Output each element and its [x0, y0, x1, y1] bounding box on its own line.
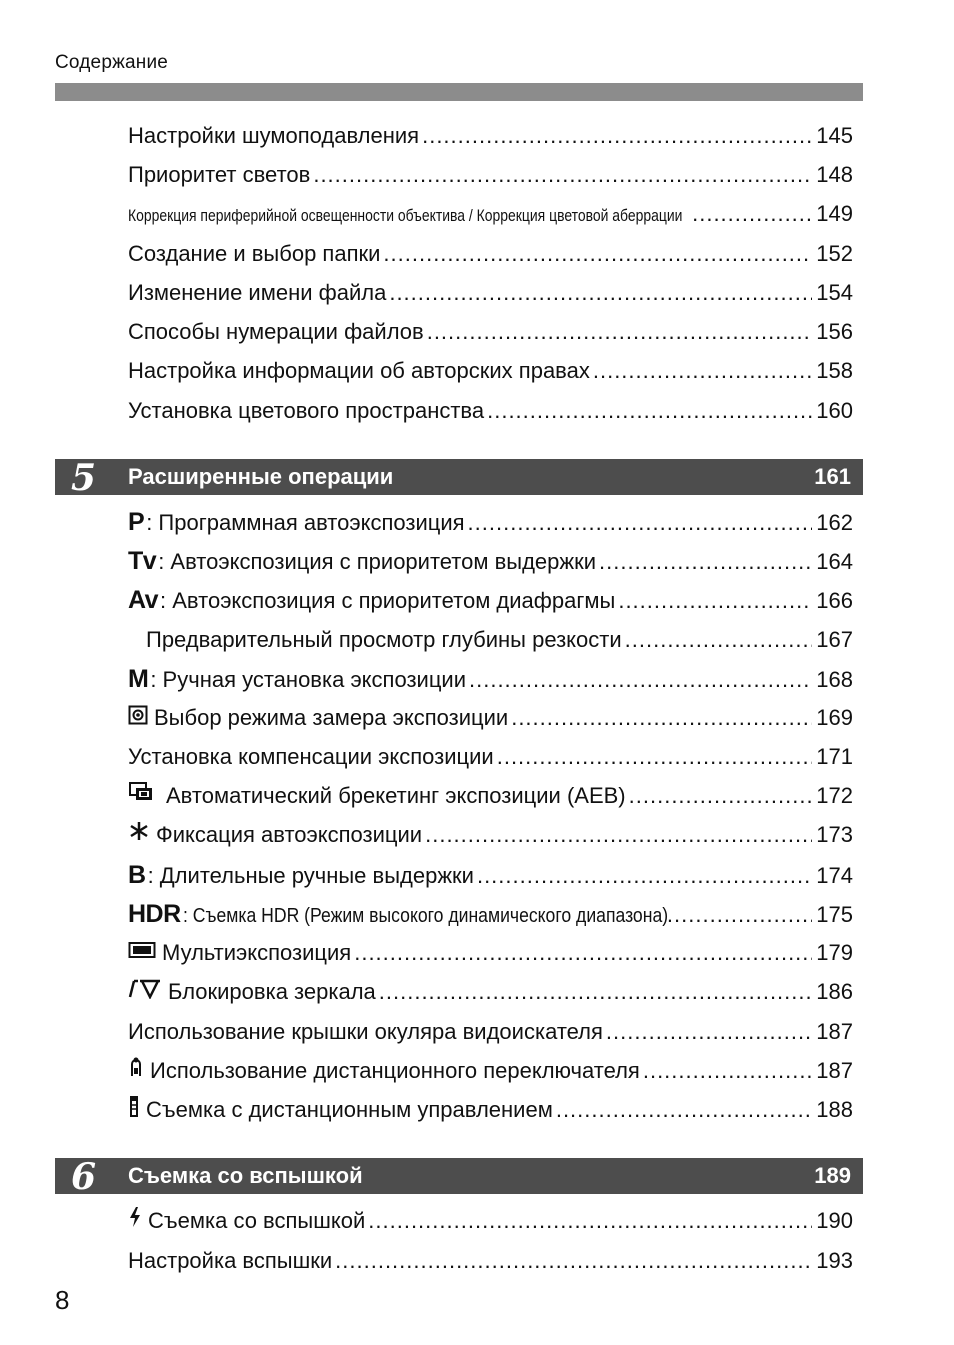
- leader-dots: [511, 701, 812, 735]
- toc-entry-title: Настройки шумоподавления: [128, 123, 420, 148]
- toc-entry[interactable]: [128, 354, 853, 388]
- leader-dots: [335, 1244, 812, 1278]
- toc-entry-page: 166: [816, 588, 853, 613]
- toc-entry-page: 169: [816, 705, 853, 730]
- toc-entry-page: 187: [816, 1058, 853, 1083]
- leader-dots: [383, 237, 812, 271]
- toc-entry-page: 156: [816, 319, 853, 344]
- toc-entry-title: : Длительные ручные выдержки: [147, 863, 474, 888]
- leader-dots: [487, 394, 812, 428]
- toc-entry-page: 193: [816, 1248, 853, 1273]
- toc-entry-page: 154: [816, 280, 853, 305]
- toc-entry-title: : Ручная установка экспозиции: [150, 667, 466, 692]
- toc-entry-page: 164: [816, 549, 853, 574]
- toc-entry-page: 145: [816, 123, 853, 148]
- mode-label: B: [128, 861, 146, 889]
- toc-entry[interactable]: [128, 583, 853, 617]
- leader-dots: [593, 354, 812, 388]
- section-number: 5: [71, 457, 97, 499]
- toc-entry-title: Создание и выбор папки: [128, 241, 381, 266]
- toc-entry-title: Съемка с дистанционным управлением: [146, 1097, 553, 1122]
- toc-entry[interactable]: [128, 701, 853, 735]
- toc-entry-page: 186: [816, 979, 853, 1004]
- leader-dots: [497, 740, 813, 774]
- section-title: Съемка со вспышкой: [128, 1163, 363, 1188]
- toc-entry-page: 162: [816, 510, 853, 535]
- toc-entry[interactable]: [128, 779, 853, 813]
- toc-entry-title: : Автоэкспозиция с приоритетом диафрагмы: [160, 588, 616, 613]
- multi-exposure-icon: [128, 936, 156, 970]
- toc-entry-page: 188: [816, 1097, 853, 1122]
- leader-dots: [599, 545, 812, 579]
- toc-entry-page: 174: [816, 863, 853, 888]
- toc-entry-page: 179: [816, 940, 853, 965]
- toc-entry[interactable]: [128, 1054, 853, 1088]
- toc-entry-page: 168: [816, 667, 853, 692]
- leader-dots: [427, 315, 813, 349]
- toc-entry[interactable]: [128, 505, 853, 539]
- section-header-6[interactable]: [55, 1156, 863, 1198]
- leader-dots: [379, 975, 813, 1009]
- toc-entry-title: Настройка информации об авторских правах: [128, 358, 590, 383]
- toc-entry-title: Установка цветового пространства: [128, 398, 485, 423]
- toc-entry[interactable]: [128, 858, 853, 892]
- toc-entry[interactable]: [128, 1015, 853, 1049]
- leader-dots: [368, 1204, 812, 1238]
- leader-dots: [468, 506, 813, 540]
- toc-entry-title: Настройка вспышки: [128, 1248, 333, 1273]
- leader-dots: [692, 197, 812, 231]
- toc-entry[interactable]: [128, 662, 853, 696]
- toc-entry[interactable]: [128, 897, 853, 931]
- toc-entry-title: Изменение имени файла: [128, 280, 387, 305]
- mode-label: Av: [128, 586, 159, 614]
- toc-entry-title: Предварительный просмотр глубины резкости: [146, 627, 622, 652]
- toc-entry[interactable]: [128, 276, 853, 310]
- flash-icon: [128, 1204, 142, 1238]
- section-page: 189: [814, 1163, 851, 1188]
- toc-entry[interactable]: [128, 740, 853, 774]
- mode-label: M: [128, 665, 149, 693]
- remote-switch-icon: [128, 1054, 144, 1088]
- mode-label: Tv: [128, 547, 157, 575]
- toc-entry-title: : Съемка HDR (Режим высокого динамического диапазона): [182, 905, 668, 927]
- leader-dots: [313, 158, 812, 192]
- remote-control-icon: [128, 1093, 140, 1127]
- toc-entry-title: Выбор режима замера экспозиции: [154, 705, 509, 730]
- toc-entry-page: 190: [816, 1208, 853, 1233]
- toc-entry[interactable]: [128, 197, 853, 231]
- aeb-icon: [128, 779, 160, 813]
- leader-dots: [629, 779, 813, 813]
- toc-entry-title: Использование крышки окуляра видоискателя: [128, 1019, 603, 1044]
- leader-dots: [556, 1093, 812, 1127]
- section-number: 6: [71, 1156, 97, 1198]
- toc-entry[interactable]: [128, 158, 853, 192]
- section-page: 161: [814, 464, 851, 489]
- toc-entry-page: 160: [816, 398, 853, 423]
- toc-entry-page: 152: [816, 241, 853, 266]
- toc-entry-page: 173: [816, 822, 853, 847]
- leader-dots: [643, 1054, 812, 1088]
- toc-entry[interactable]: [128, 975, 853, 1009]
- leader-dots: [354, 936, 812, 970]
- toc-entry-page: 158: [816, 358, 853, 383]
- toc-entry[interactable]: [128, 936, 853, 970]
- leader-dots: [469, 663, 812, 697]
- toc-entry-title: Коррекция периферийной освещенности объектива / Коррекция цветовой аберрации: [128, 206, 683, 225]
- section-header-5[interactable]: [55, 457, 863, 499]
- toc-entry-title: : Автоэкспозиция с приоритетом выдержки: [158, 549, 597, 574]
- toc-entry-page: 172: [816, 783, 853, 808]
- metering-icon: [128, 701, 148, 735]
- toc-entry-title: Автоматический брекетинг экспозиции (AEB): [166, 783, 626, 808]
- toc-entry-title: Блокировка зеркала: [168, 979, 376, 1004]
- leader-dots: [606, 1015, 812, 1049]
- toc-entry-title: Способы нумерации файлов: [128, 319, 424, 344]
- toc-entry-title: Съемка со вспышкой: [148, 1208, 366, 1233]
- toc-entry[interactable]: [128, 119, 853, 153]
- leader-dots: [425, 818, 812, 852]
- mode-label: P: [128, 508, 145, 536]
- leader-dots: [477, 859, 812, 893]
- toc-entry-title: Мультиэкспозиция: [162, 940, 352, 965]
- mirror-lockup-icon: [128, 975, 162, 1009]
- toc-entry-title: Использование дистанционного переключателя: [150, 1058, 640, 1083]
- leader-dots: [625, 623, 813, 657]
- toc-entry[interactable]: [128, 394, 853, 428]
- toc-entry-title: Приоритет светов: [128, 162, 311, 187]
- toc-entry-page: 171: [816, 744, 853, 769]
- page-number: 8: [55, 1285, 70, 1315]
- ae-lock-icon: [128, 818, 150, 852]
- toc-entry[interactable]: [128, 237, 853, 271]
- leader-dots: [389, 276, 812, 310]
- toc-entry[interactable]: [128, 315, 853, 349]
- running-header: Содержание: [55, 52, 169, 73]
- toc-entry[interactable]: [146, 623, 853, 657]
- toc-entry-page: 148: [816, 162, 853, 187]
- toc-entry-title: Фиксация автоэкспозиции: [156, 822, 423, 847]
- leader-dots: [667, 898, 812, 932]
- toc-entry-title: : Программная автоэкспозиция: [146, 510, 465, 535]
- toc-entry[interactable]: [128, 1244, 853, 1278]
- toc-entry[interactable]: [128, 544, 853, 578]
- leader-dots: [618, 584, 812, 618]
- section-title: Расширенные операции: [128, 464, 394, 489]
- toc-entry[interactable]: [128, 818, 853, 852]
- toc-entry[interactable]: [128, 1093, 853, 1127]
- leader-dots: [422, 119, 812, 153]
- toc-entry-page: 149: [816, 201, 853, 226]
- toc-entry-page: 187: [816, 1019, 853, 1044]
- mode-label: HDR: [128, 900, 181, 928]
- toc-entry-page: 175: [816, 902, 853, 927]
- toc-entry-page: 167: [816, 627, 853, 652]
- header-rule: [55, 83, 863, 101]
- toc-entry-title: Установка компенсации экспозиции: [128, 744, 494, 769]
- toc-entry[interactable]: [128, 1204, 853, 1238]
